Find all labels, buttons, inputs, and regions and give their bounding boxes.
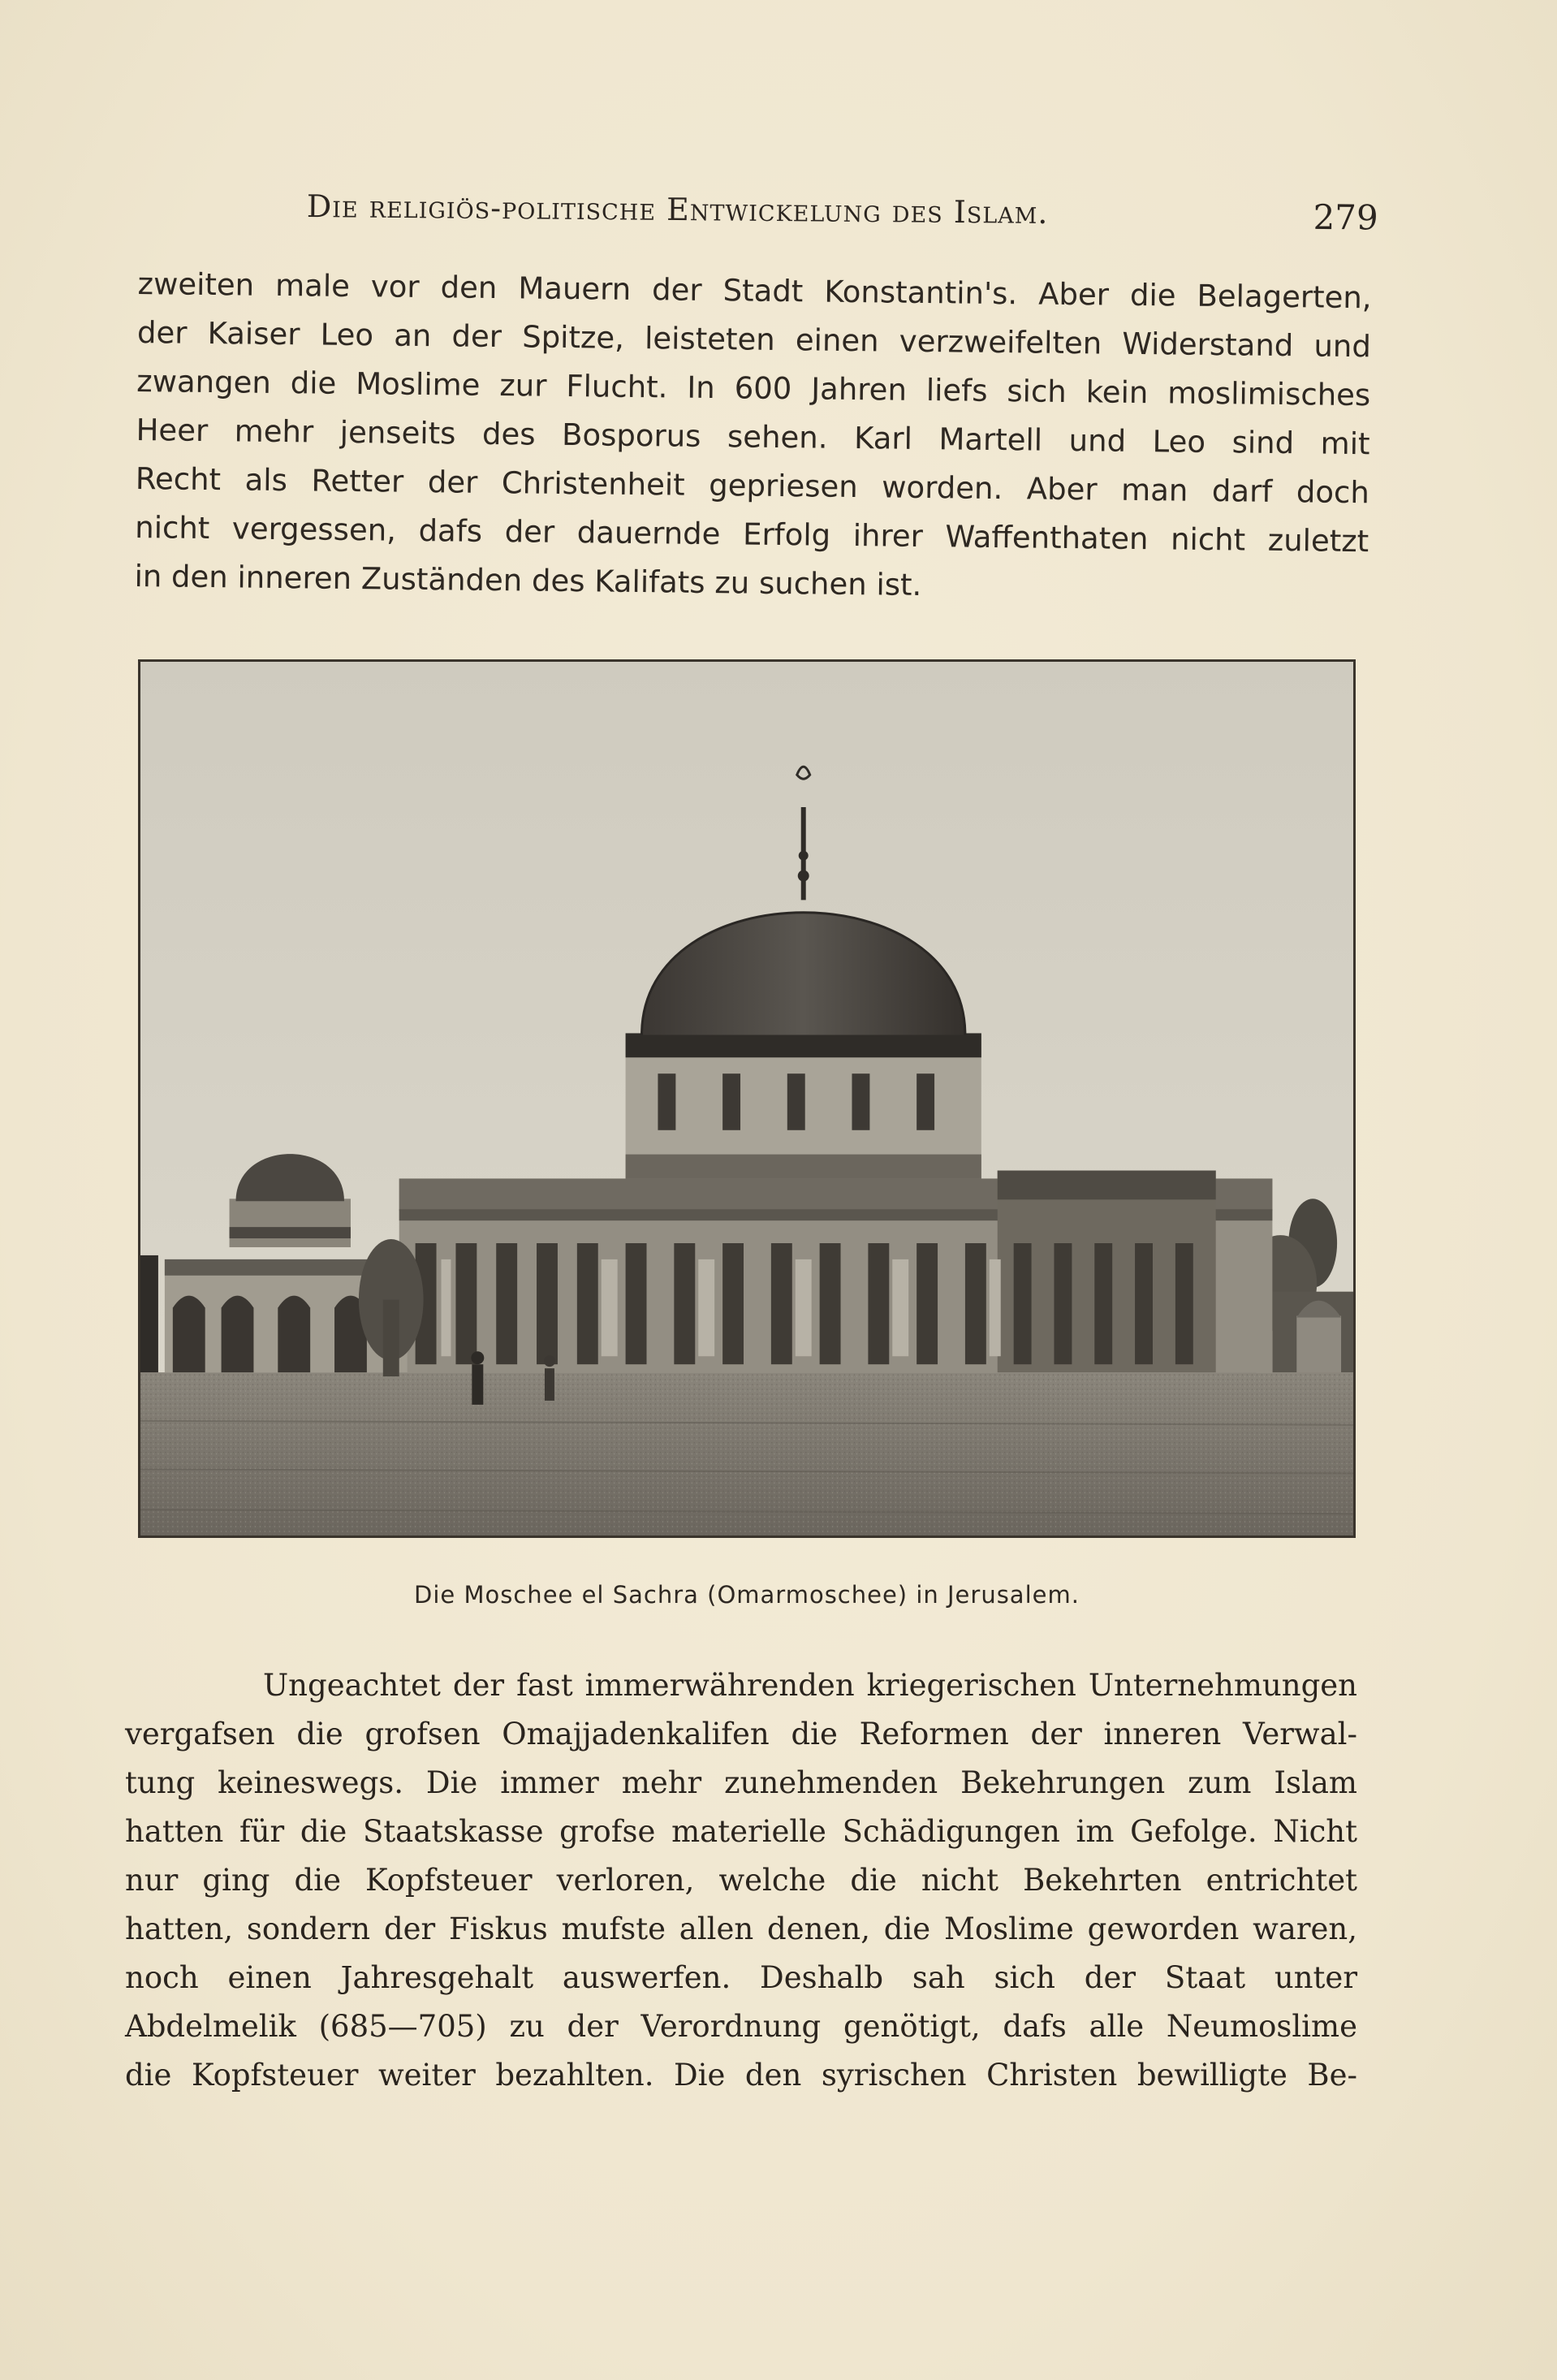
text-line: Recht als Retter der Christenheit gepriesen worden. Aber man darf doch bbox=[135, 460, 1370, 511]
text-line: nicht vergessen, dafs der dauernde Erfolg ihrer Waffenthaten nicht zuletzt bbox=[135, 509, 1369, 559]
running-header-title: Die religiös-politische Entwickelung des Islam. bbox=[306, 188, 1049, 231]
text-line: der Kaiser Leo an der Spitze, leisteten einen verzweifelten Widerstand und bbox=[136, 314, 1372, 365]
page-number: 279 bbox=[1313, 197, 1378, 238]
text-line: in den inneren Zuständen des Kalifats zu suchen ist. bbox=[134, 558, 922, 603]
top-paragraph bbox=[134, 260, 1372, 615]
text-line: nur ging die Kopfsteuer verloren, welche die nicht Bekehrten entrichtet bbox=[125, 1863, 1357, 1898]
text-line: vergafsen die grofsen Omajjadenkalifen die Reformen der inneren Verwal- bbox=[125, 1717, 1357, 1752]
text-line: hatten, sondern der Fiskus mufste allen denen, die Moslime geworden waren, bbox=[125, 1911, 1357, 1946]
text-line: zweiten male vor den Mauern der Stadt Konstantin's. Aber die Belagerten, bbox=[137, 266, 1372, 316]
text-line: Heer mehr jenseits des Bosporus sehen. Karl Martell und Leo sind mit bbox=[136, 412, 1370, 462]
text-line: noch einen Jahresgehalt auswerfen. Deshalb sah sich der Staat unter bbox=[125, 1960, 1357, 1995]
text-line: Ungeachtet der fast immerwährenden kriegerischen Unternehmungen bbox=[263, 1668, 1357, 1703]
main-paragraph bbox=[125, 1661, 1357, 2100]
text-line: Abdelmelik (685—705) zu der Verordnung genötigt, dafs alle Neumoslime bbox=[125, 2009, 1357, 2044]
text-line: tung keineswegs. Die immer mehr zunehmenden Bekehrungen zum Islam bbox=[125, 1765, 1357, 1800]
figure-caption: Die Moschee el Sachra (Omarmoschee) in Jerusalem. bbox=[414, 1581, 1080, 1609]
text-line: zwangen die Moslime zur Flucht. In 600 Jahren liefs sich kein moslimisches bbox=[136, 363, 1371, 413]
running-header bbox=[306, 188, 1386, 247]
photo-illustration bbox=[140, 662, 1353, 1536]
dome-of-the-rock-photograph bbox=[138, 659, 1356, 1538]
text-line: die Kopfsteuer weiter bezahlten. Die den syrischen Christen bewilligte Be- bbox=[125, 2058, 1357, 2093]
text-line: hatten für die Staatskasse grofse materielle Schädigungen im Gefolge. Nicht bbox=[125, 1814, 1357, 1849]
